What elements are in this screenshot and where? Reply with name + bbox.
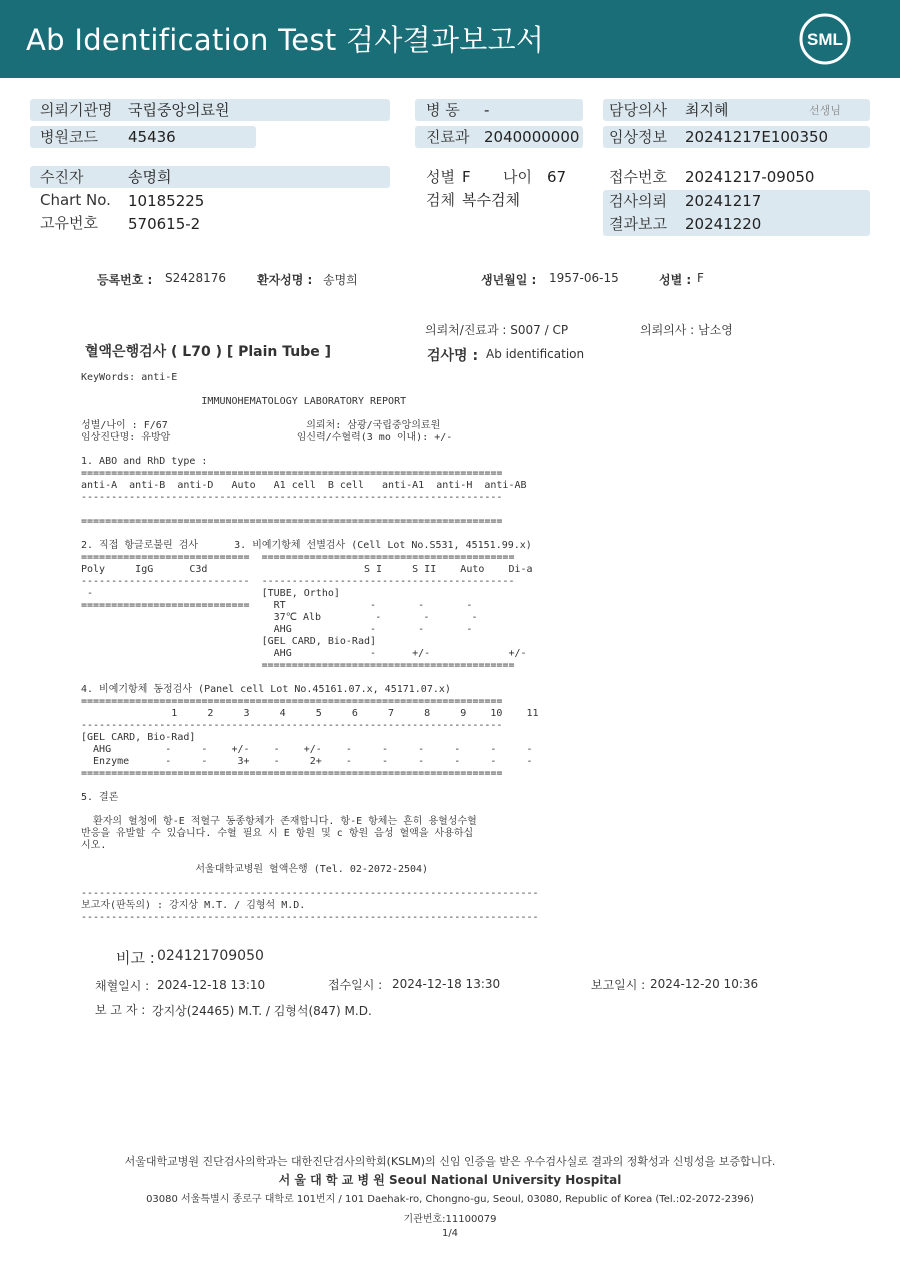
reported-label: 보고일시 : — [591, 978, 646, 992]
report-line — [81, 876, 539, 888]
chart-value: 10185225 — [128, 192, 205, 210]
note-value: 024121709050 — [157, 948, 264, 964]
received-label: 접수일시 : — [328, 978, 383, 992]
hospital-code-value: 45436 — [128, 128, 176, 146]
institution-label: 의뢰기관명 — [40, 101, 113, 119]
test-heading: 혈액은행검사 ( L70 ) [ Plain Tube ] — [85, 344, 332, 360]
report-line: 2. 직접 항글로불린 검사 3. 비예기항체 선별검사 (Cell Lot No.S531, 45151.99.x) — [81, 540, 532, 551]
report-line: Poly IgG C3d S I S II Auto Di-a — [81, 564, 533, 575]
report-line: 5. 결론 — [81, 792, 119, 803]
report-line: 1. ABO and RhD type : — [81, 456, 208, 467]
sex-label: 성별 — [426, 168, 455, 186]
doctor-suffix: 선생님 — [809, 104, 841, 117]
dept-line: 의뢰처/진료과 : S007 / CP — [425, 323, 569, 337]
report-line: ====================================================================== — [81, 768, 503, 779]
report-line: 4. 비예기항체 동정검사 (Panel cell Lot No.45161.07.x, 45171.07.x) — [81, 684, 451, 695]
report-line: [GEL CARD, Bio-Rad] — [81, 636, 377, 647]
doctor-value: 최지혜 — [685, 101, 729, 119]
report-line: anti-A anti-B anti-D Auto A1 cell B cell anti-A1 anti-H anti-AB — [81, 480, 527, 491]
report-line — [81, 444, 539, 456]
patient-label: 수진자 — [40, 168, 84, 186]
received-value: 2024-12-18 13:30 — [392, 977, 501, 991]
report-line: 서울대학교병원 혈액은행 (Tel. 02-2072-2504) — [81, 864, 429, 875]
report-header — [0, 0, 900, 78]
report-line — [81, 504, 539, 516]
specimen-label: 검체 — [426, 191, 455, 209]
report-line: ====================================================================== — [81, 696, 503, 707]
report-line: ---------------------------------------------------------------------------- — [81, 912, 539, 923]
report-body — [81, 372, 539, 924]
report-line — [81, 408, 539, 420]
age-value: 67 — [547, 168, 567, 186]
institution-value: 국립중앙의료원 — [128, 101, 230, 119]
dob-label: 생년월일 : — [481, 273, 537, 287]
report-line: ---------------------------- ------------------------------------------ — [81, 576, 515, 587]
reg-label: 등록번호 : — [97, 273, 153, 287]
report-line: ---------------------------------------------------------------------- — [81, 720, 503, 731]
report-line: KeyWords: anti-E — [81, 372, 178, 383]
report-line: IMMUNOHEMATOLOGY LABORATORY REPORT — [81, 396, 407, 407]
report-line: - [TUBE, Ortho] — [81, 588, 340, 599]
request-value: 20241217 — [685, 192, 762, 210]
age-label: 나이 — [503, 168, 532, 186]
reporter-label: 보 고 자 : — [95, 1003, 146, 1017]
ward-label: 병 동 — [426, 101, 460, 119]
certification-note: 서울대학교병원 진단검사의학과는 대한진단검사의학회(KSLM)의 신임 인증을 받은 우수검사실로 결과의 정확성과 신빙성을 보증합니다. — [124, 1155, 776, 1168]
patient-value: 송명희 — [128, 168, 172, 186]
report-line: 37℃ Alb - - - — [81, 612, 478, 623]
report-line — [81, 780, 539, 792]
report-line: ============================ ========================================== — [81, 552, 515, 563]
name-value: 송명희 — [323, 273, 358, 287]
reported-value: 2024-12-20 10:36 — [650, 977, 759, 991]
report-line: ====================================================================== — [81, 468, 503, 479]
report-line: ---------------------------------------------------------------------- — [81, 492, 503, 503]
unique-label: 고유번호 — [40, 214, 98, 232]
report-line: 반응을 유발할 수 있습니다. 수혈 필요 시 E 항원 및 c 항원 음성 혈액을 사용하십 — [81, 828, 474, 839]
hospital-name: 서 울 대 학 교 병 원 Seoul National University Hospital — [278, 1173, 622, 1187]
report-sex-value: F — [697, 271, 704, 285]
report-line: Enzyme - - 3+ - 2+ - - - - - - — [81, 756, 533, 767]
logo-text: SML — [807, 30, 843, 49]
report-line — [81, 852, 539, 864]
report-line: AHG - - - — [81, 624, 473, 635]
report-line: 보고자(판독의) : 강지상 M.T. / 김형석 M.D. — [81, 900, 306, 911]
reception-label: 접수번호 — [609, 168, 667, 186]
request-label: 검사의뢰 — [609, 192, 667, 210]
report-line: 1 2 3 4 5 6 7 8 9 10 11 — [81, 708, 539, 719]
report-line — [81, 804, 539, 816]
test-name-label: 검사명 : — [427, 348, 479, 364]
report-line: 환자의 혈청에 항-E 적혈구 동종항체가 존재합니다. 항-E 항체는 흔히 용혈성수혈 — [81, 816, 477, 827]
collected-value: 2024-12-18 13:10 — [157, 978, 266, 992]
report-line: 시오. — [81, 840, 107, 851]
report-line: ---------------------------------------------------------------------------- — [81, 888, 539, 899]
collected-label: 채혈일시 : — [95, 979, 150, 993]
hospital-code-label: 병원코드 — [40, 128, 98, 146]
chart-label: Chart No. — [40, 191, 111, 209]
reg-value: S2428176 — [165, 271, 227, 285]
unique-value: 570615-2 — [128, 215, 201, 233]
note-label: 비고 : — [116, 949, 155, 967]
report-line: AHG - - +/- - +/- - - - - - - — [81, 744, 533, 755]
name-label: 환자성명 : — [257, 273, 313, 287]
report-line: ========================================== — [81, 660, 515, 671]
specimen-value: 복수검체 — [462, 191, 520, 209]
clinical-value: 20241217E100350 — [685, 128, 829, 146]
report-line: 성별/나이 : F/67 의뢰처: 삼광/국립중앙의료원 — [81, 420, 441, 431]
dept-label: 진료과 — [426, 128, 470, 146]
dob-value: 1957-06-15 — [549, 271, 619, 285]
reporter-value: 강지상(24465) M.T. / 김형석(847) M.D. — [152, 1004, 372, 1018]
reception-value: 20241217-09050 — [685, 168, 815, 186]
dept-value: 2040000000 — [484, 128, 580, 146]
report-label: 결과보고 — [609, 215, 667, 233]
page-number: 1/4 — [441, 1228, 459, 1239]
page-title: Ab Identification Test 검사결과보고서 — [26, 23, 545, 57]
report-line — [81, 528, 539, 540]
ward-value: - — [484, 101, 490, 119]
report-value: 20241220 — [685, 215, 762, 233]
report-line: 임상진단명: 유방암 임신력/수혈력(3 mo 이내): +/- — [81, 432, 453, 443]
report-line — [81, 384, 539, 396]
report-line: AHG - +/- +/- — [81, 648, 527, 659]
request-doctor-line: 의뢰의사 : 남소영 — [640, 323, 733, 337]
institution-number: 기관번호:11100079 — [403, 1214, 497, 1225]
report-line: ============================ RT - - - — [81, 600, 473, 611]
clinical-label: 임상정보 — [609, 128, 667, 146]
patient-row — [30, 166, 390, 188]
doctor-label: 담당의사 — [609, 101, 667, 119]
report-sex-label: 성별 : — [659, 273, 692, 287]
report-line: [GEL CARD, Bio-Rad] — [81, 732, 196, 743]
report-line — [81, 672, 539, 684]
test-name-value: Ab identification — [486, 347, 585, 361]
sex-value: F — [462, 168, 471, 186]
sml-logo — [798, 12, 852, 66]
hospital-address: 03080 서울특별시 종로구 대학로 101번지 / 101 Daehak-ro, Chongno-gu, Seoul, 03080, Republic of Korea (Tel.:02-2072-2396) — [146, 1194, 754, 1205]
report-line: ====================================================================== — [81, 516, 503, 527]
